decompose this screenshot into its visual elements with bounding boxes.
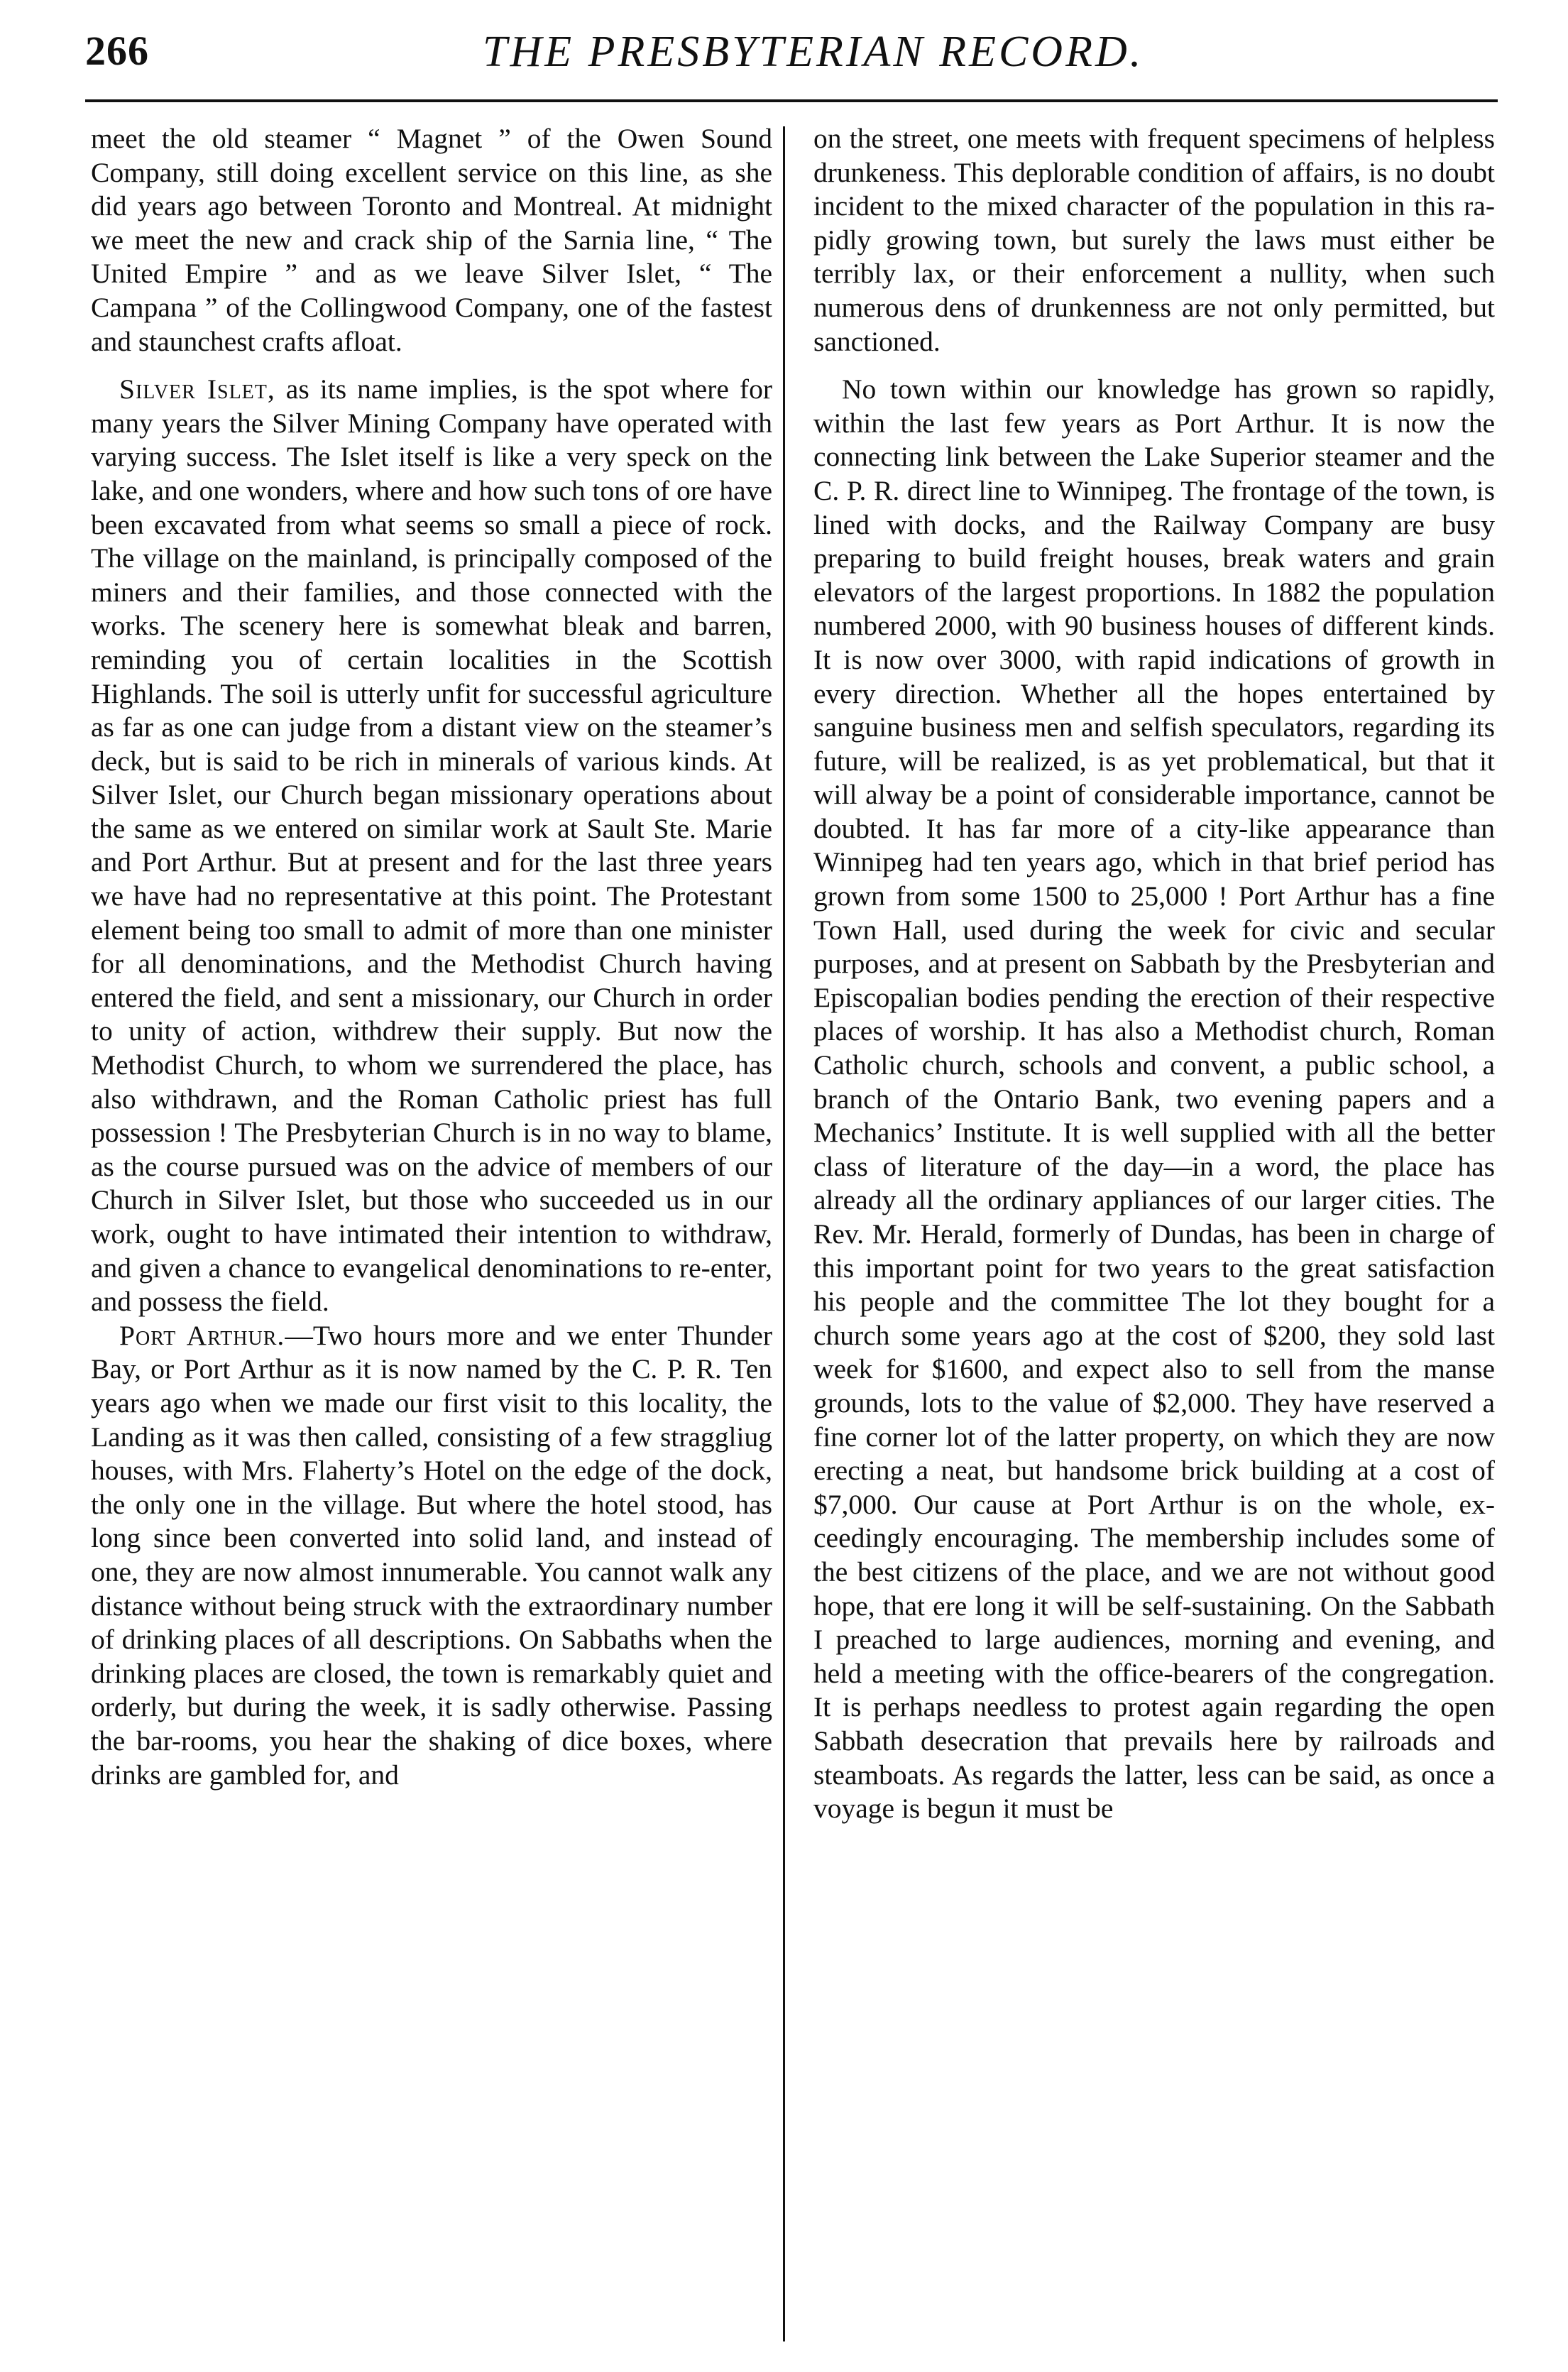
section-lead-silver-islet: Silver Islet, <box>119 373 275 405</box>
paragraph-steamers: meet the old steamer “ Magnet ” of the Owen Sound Company, still doing excellent service on this line, as she did years ago between Toronto and Montreal. At midnight we meet the new and crack ship of the Sarnia line, “ The United Empire ” and as we leave Silver Islet, “ The Campana ” of the Collingwood Company, one of the fastest and staunchest crafts afloat. <box>91 123 772 357</box>
paragraph-town-growth: No town within our knowledge has grown so rapidly, within the last few years as Port Arthur. It is now the connecting link between the Lake Superior steamer and the C. P. R. direct line to Winnipeg. The frontage of the town, is lined with docks, and the Railway Company are busy preparing to build freight houses, break waters and grain elevators of the largest proportions. In 1882 the population numbered 2000, with 90 business houses of different kinds. It is now over 3000, with rapid indications of growth in every direction. Whether all the hopes entertained by sanguine business men and selfish speculators, regarding its future, will be realized, is as yet problematical, but that it will alway be a point of considerable importance, cannot be doubted. It has far more of a city-like appearance than Winnipeg had ten years ago, which in that brief period has grown from some 1500 to 25,000 ! Port Arthur has a fine Town Hall, used during the week for civic and secular purposes, and at present on Sabbath by the Presbyterian and Episcopalian bodies pending the erection of their respective places of worship. It has also a Methodist church, Roman Catholic church, schools and convent, a public school, a branch of the Ontario Bank, two evening papers and a Mechanics’ Institute. It is well supplied with all the better class of literature of the day—in a word, the place has already all the ordinary appliances of our larger cities. The Rev. Mr. Herald, formerly of Dundas, has been in charge of this important point for two years to the great satisfaction his people and the committee The lot they bought for a church some years ago at the cost of $200, they sold last week for $1600, and expect also to sell from the manse grounds, lots to the value of $2,000. They have reserved a fine corner lot of the latter property, on which they are now erecting a neat, but handsome brick building at a cost of $7,000. Our cause at Port Arthur is on the whole, exceedingly encouraging. The membership includes some of the best citizens of the place, and we are not without good hope, that ere long it will be self-sustaining. On the Sabbath I preached to large audiences, morning and evening, and held a meeting with the office-bearers of the congregation. It is perhaps needless to protest again regarding the open Sabbath desecration that prevails here by railroads and steamboats. As regards the latter, less can be said, as once a voyage is begun it must be <box>813 373 1495 1825</box>
paragraph-drunkeness: on the street, one meets with frequent specimens of helpless drunkeness. This deplorable condition of affairs, is no doubt incident to the mixed character of the population in this rapidly growing town, but surely the laws must either be terribly lax, or their enforcement a nullity, when such numerous dens of drunkenness are not only permitted, but sanctioned. <box>813 123 1495 357</box>
left-column <box>91 122 772 2351</box>
paragraph-port-arthur <box>91 1319 772 1792</box>
page-header <box>85 27 1498 98</box>
page-number: 266 <box>85 28 149 74</box>
header-rule <box>85 99 1498 102</box>
journal-title: THE PRESBYTERIAN RECORD. <box>483 28 1144 76</box>
paragraph-silver-islet <box>91 373 772 1319</box>
paragraph-port-arthur-body: —Two hours more and we enter Thunder Bay, or Port Arthur as it is now named by the C. P. R. Ten years ago when we made our first visit to this locality, the Landing as it was then called, consisting of a few straggliug houses, with Mrs. Flaherty’s Hotel on the edge of the dock, the only one in the village. But where the hotel stood, has long since been converted into solid land, and instead of one, they are now almost innumerable. You cannot walk any distance without being struck with the extraordinary number of drinking places of all descriptions. On Sabbaths when the drinking places are closed, the town is remarkably quiet and orderly, but during the week, it is sadly otherwise. Passing the bar-rooms, you hear the shaking of dice boxes, where drinks are gambled for, and <box>91 1319 772 1791</box>
column-rule <box>783 126 785 2341</box>
right-column <box>813 122 1495 2351</box>
paragraph-silver-islet-body: as its name implies, is the spot where for many years the Silver Mining Company have operated with varying success. The Islet itself is like a very speck on the lake, and one wonders, where and how such tons of ore have been excavated from what seems so small a piece of rock. The village on the mainland, is principally composed of the miners and their families, and those connected with the works. The scenery here is somewhat bleak and barren, reminding you of certain localities in the Scottish Highlands. The soil is utterly unfit for successful agriculture as far as one can judge from a distant view on the steamer’s deck, but is said to be rich in minerals of various kinds. At Silver Islet, our Church began missionary operations about the same as we entered on similar work at Sault Ste. Marie and Port Arthur. But at present and for the last three years we have had no representative at this point. The Protestant element being too small to admit of more than one minister for all denominations, and the Methodist Church having entered the field, and sent a missionary, our Church in order to unity of action, withdrew their supply. But now the Methodist Church, to whom we surrendered the place, has also withdrawn, and the Roman Catholic priest has full possession ! The Presbyterian Church is in no way to blame, as the course pursued was on the advice of members of our Church in Silver Islet, but those who succeeded us in our work, ought to have intimated their intention to withdraw, and given a chance to evangelical denominations to re-enter, and possess the field. <box>91 373 772 1318</box>
section-lead-port-arthur: Port Arthur. <box>119 1319 285 1351</box>
